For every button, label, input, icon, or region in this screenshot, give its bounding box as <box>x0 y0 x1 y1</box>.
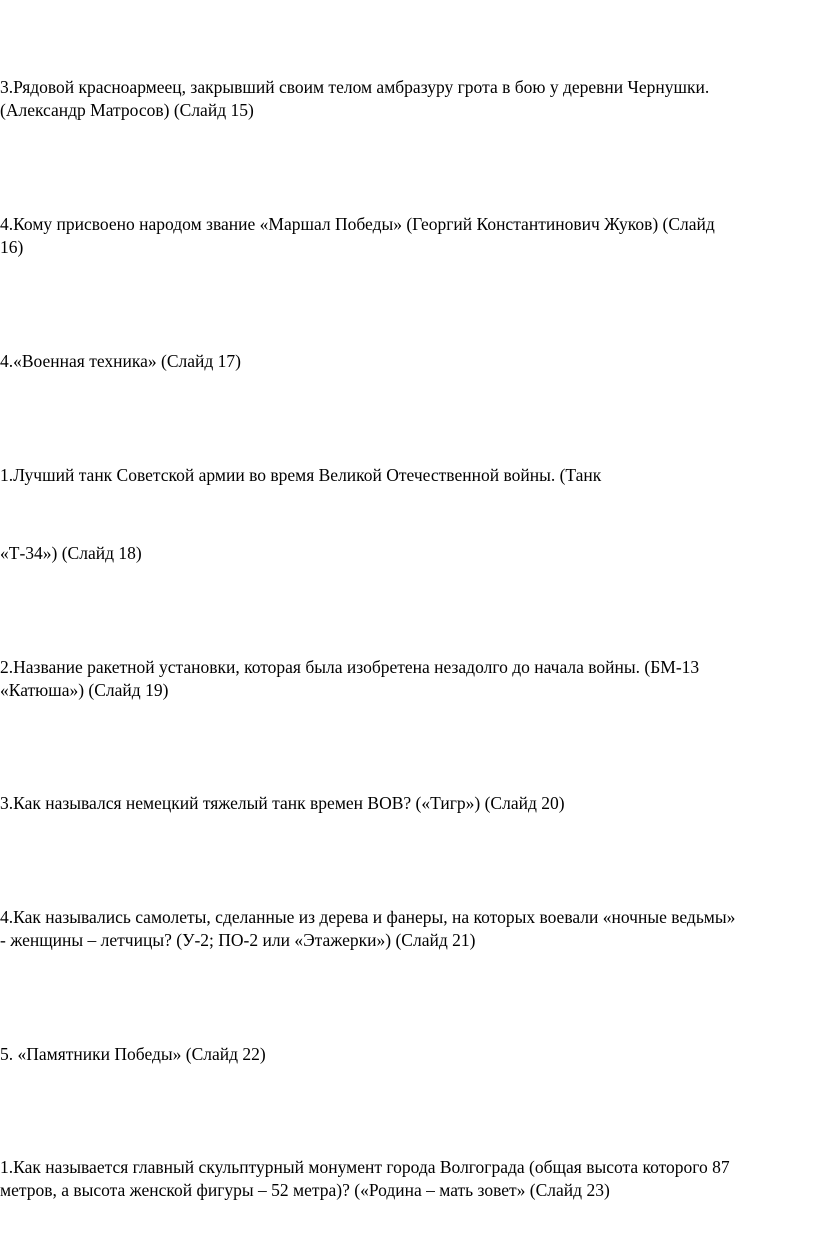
paragraph-q2-katyusha <box>0 656 816 702</box>
text-line: - женщины – летчицы? (У-2; ПО-2 или «Этажерки») (Слайд 21) <box>0 930 476 950</box>
text-line: метров, а высота женской фигуры – 52 метра)? («Родина – мать зовет» (Слайд 23) <box>0 1180 610 1200</box>
paragraph-q4-po2 <box>0 906 816 952</box>
text-line: (Александр Матросов) (Слайд 15) <box>0 100 254 120</box>
paragraph-q1-motherland <box>0 1156 816 1202</box>
section-heading-military-tech <box>0 350 816 373</box>
paragraph-q1-tank-answer <box>0 542 816 565</box>
paragraph-q4-zhukov <box>0 213 816 259</box>
text-line: 4.Как назывались самолеты, сделанные из дерева и фанеры, на которых воевали «ночные ведьмы» <box>0 907 736 927</box>
section-heading-monuments <box>0 1043 816 1066</box>
paragraph-q1-tank <box>0 464 816 487</box>
text-line: 4.Кому присвоено народом звание «Маршал Победы» (Георгий Константинович Жуков) (Слайд <box>0 214 715 234</box>
text-line: 1.Как называется главный скульптурный монумент города Волгограда (общая высота которого 87 <box>0 1157 730 1177</box>
text-line: 4.«Военная техника» (Слайд 17) <box>0 351 241 371</box>
paragraph-q3-tiger <box>0 792 816 815</box>
text-line: 16) <box>0 237 24 257</box>
text-line: «Катюша») (Слайд 19) <box>0 680 169 700</box>
text-line: 3.Как назывался немецкий тяжелый танк времен ВОВ? («Тигр») (Слайд 20) <box>0 793 565 813</box>
text-line: 1.Лучший танк Советской армии во время Великой Отечественной войны. (Танк <box>0 465 602 485</box>
paragraph-q3-matrosov <box>0 76 816 122</box>
text-line: 5. «Памятники Победы» (Слайд 22) <box>0 1044 266 1064</box>
text-line: 3.Рядовой красноармеец, закрывший своим телом амбразуру грота в бою у деревни Чернушки. <box>0 77 710 97</box>
text-line: «Т-34») (Слайд 18) <box>0 543 142 563</box>
text-line: 2.Название ракетной установки, которая была изобретена незадолго до начала войны. (БМ-13 <box>0 657 700 677</box>
